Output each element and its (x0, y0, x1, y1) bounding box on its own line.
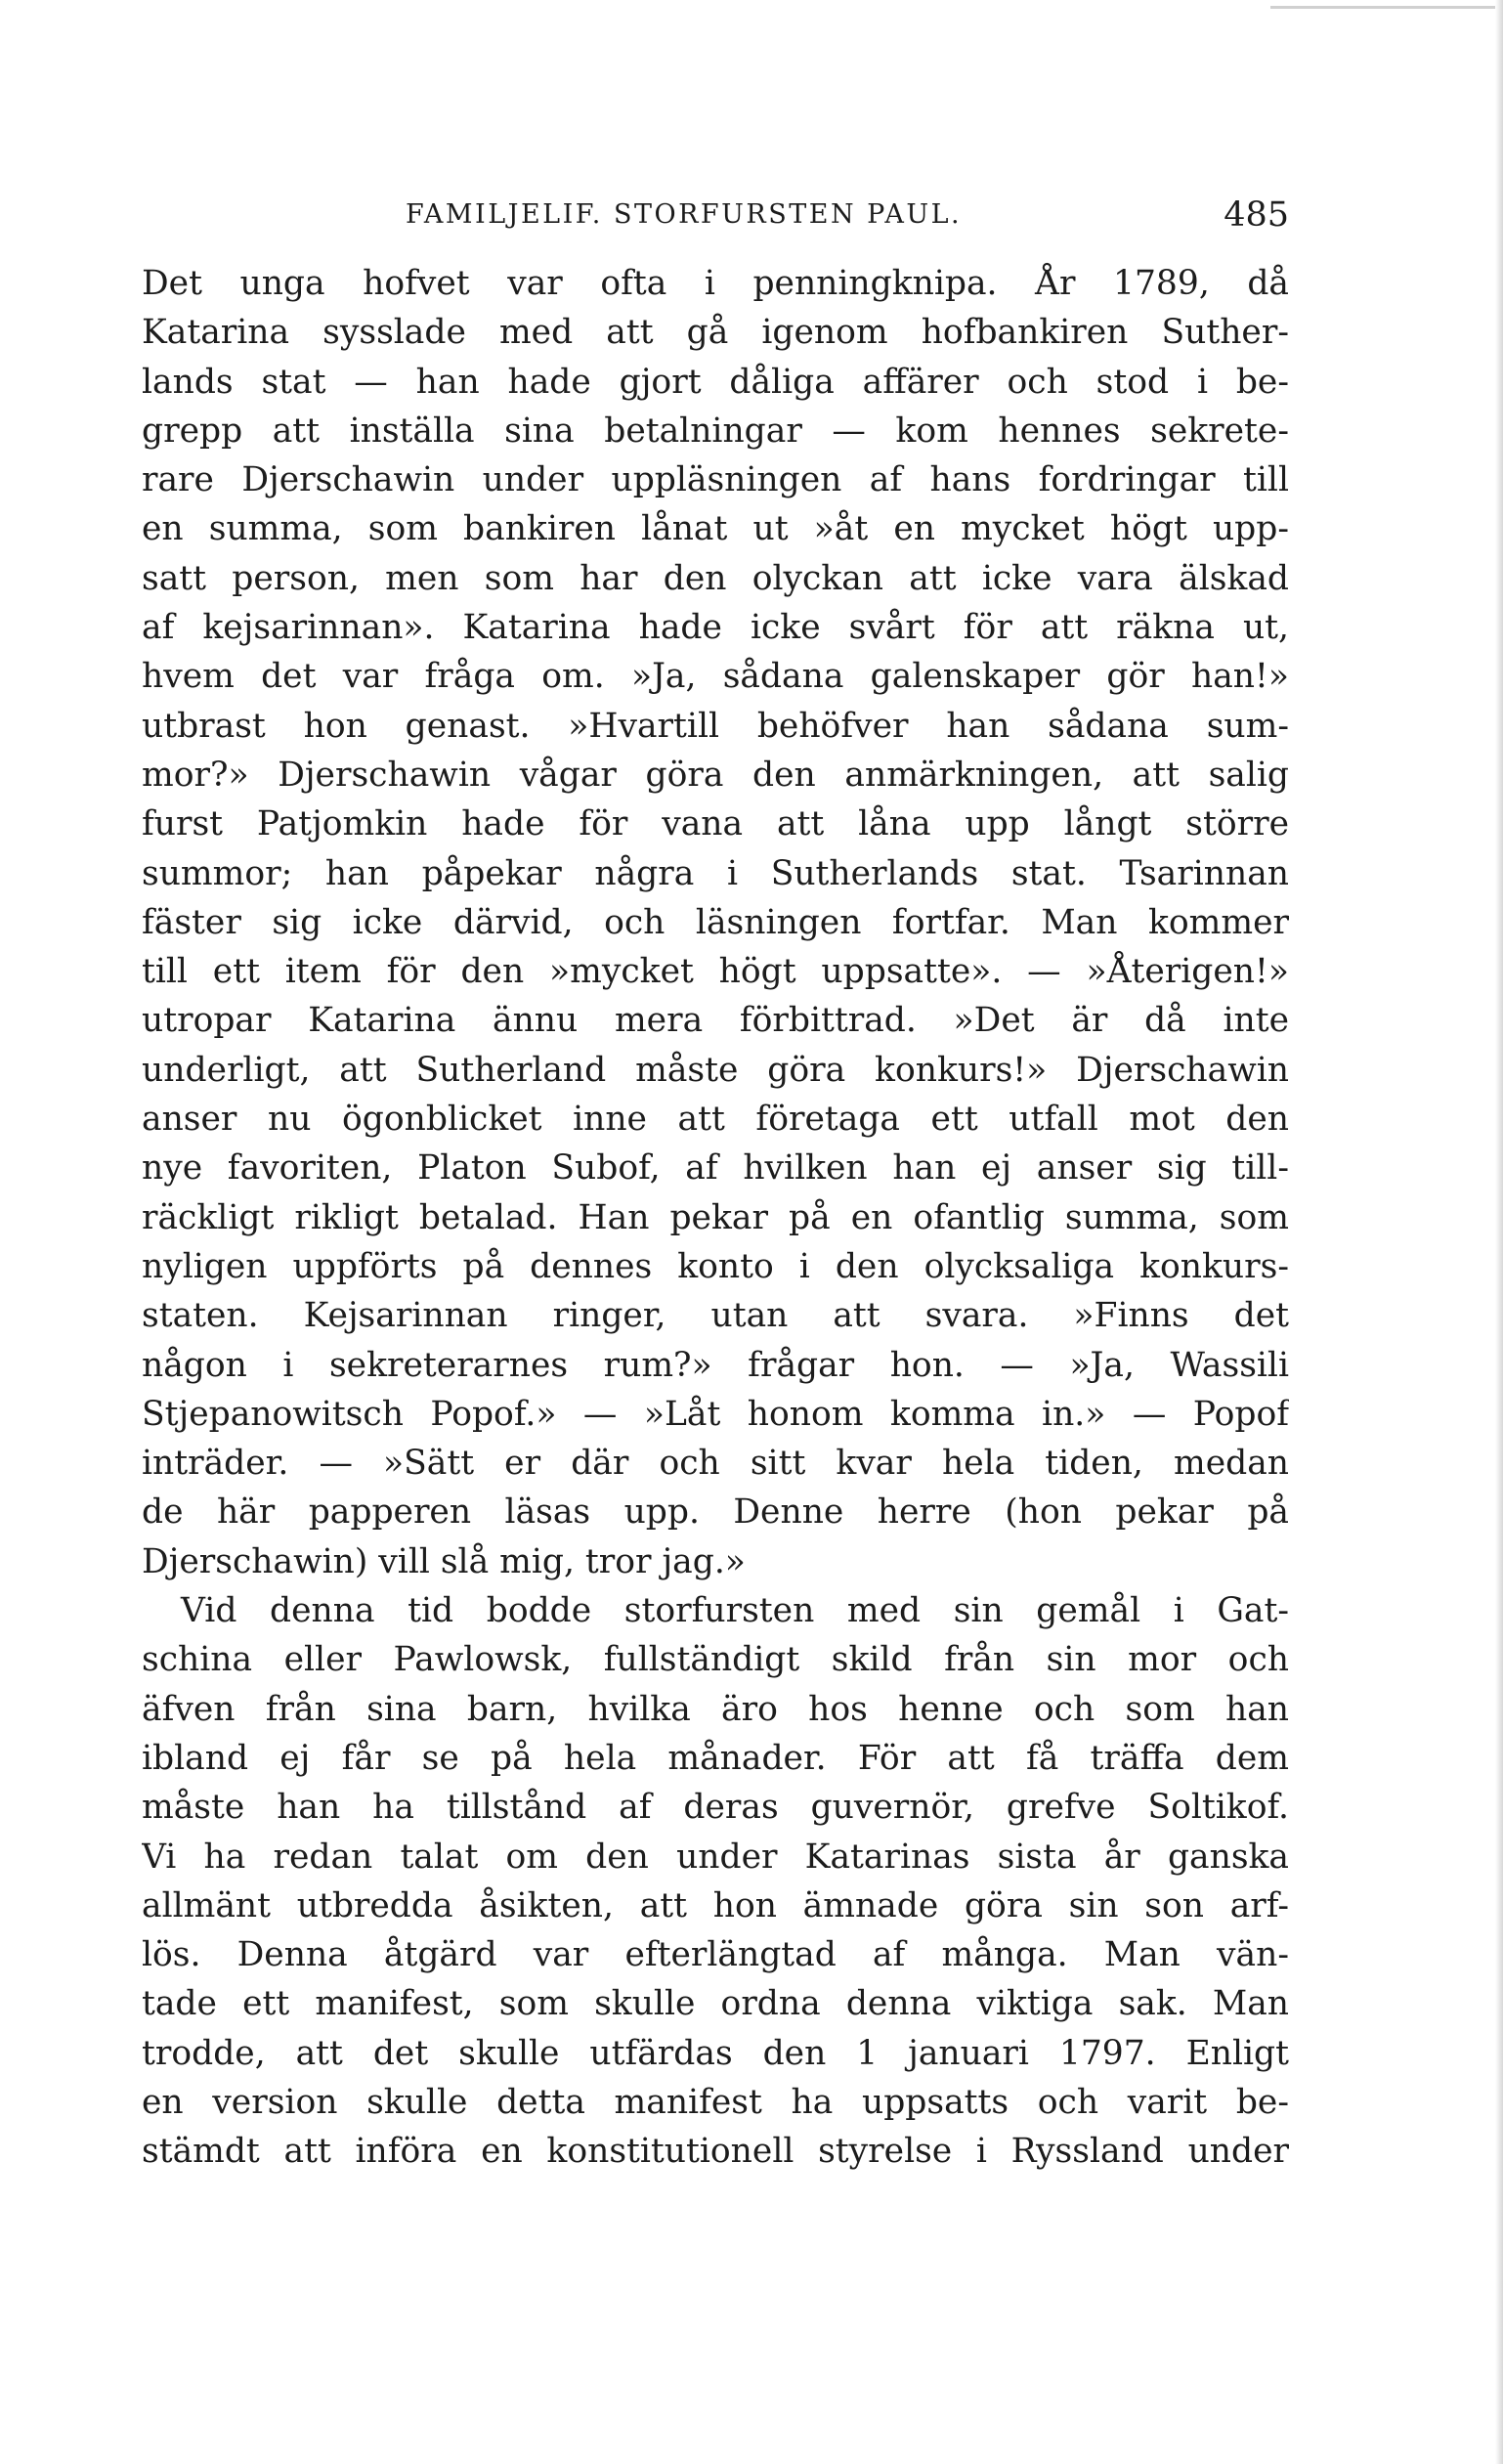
text-line: räckligt rikligt betalad. Han pekar på en ofantlig summa, som (142, 1197, 1289, 1237)
page-top-edge (1270, 6, 1503, 9)
text-line: anser nu ögonblicket inne att företaga ett utfall mot den (142, 1100, 1289, 1140)
text-line: trodde, att det skulle utfärdas den 1 januari 1797. Enligt (142, 2033, 1289, 2073)
text-line: allmänt utbredda åsikten, att hon ämnade göra sin son arf- (142, 1885, 1289, 1925)
text-line: grepp att inställa sina betalningar — kom hennes sekrete- (142, 411, 1289, 451)
text-line: Djerschawin) vill slå mig, tror jag.» (142, 1541, 746, 1581)
text-line: någon i sekreterarnes rum?» frågar hon. — »Ja, Wassili (142, 1345, 1289, 1385)
text-line: nye favoriten, Platon Subof, af hvilken han ej anser sig till- (142, 1148, 1289, 1189)
text-line: staten. Kejsarinnan ringer, utan att svara. »Finns det (142, 1296, 1289, 1336)
running-title: FAMILJELIF. STORFURSTEN PAUL. (406, 199, 963, 230)
text-line: furst Patjomkin hade för vana att låna upp långt större (142, 804, 1289, 844)
text-line: till ett item för den »mycket högt uppsatte». — »Återigen!» (142, 952, 1289, 992)
text-line: utropar Katarina ännu mera förbittrad. »Det är då inte (142, 1001, 1289, 1041)
text-line: Vi ha redan talat om den under Katarinas sista år ganska (142, 1837, 1289, 1877)
text-line: Vid denna tid bodde storfursten med sin gemål i Gat- (181, 1591, 1289, 1631)
running-header (406, 192, 1289, 238)
page-right-edge (1495, 0, 1503, 2464)
text-line: utbrast hon genast. »Hvartill behöfver han sådana sum- (142, 706, 1289, 746)
text-line: hvem det var fråga om. »Ja, sådana galenskaper gör han!» (142, 657, 1289, 697)
text-line: stämdt att införa en konstitutionell styrelse i Ryssland under (142, 2132, 1289, 2172)
text-line: inträder. — »Sätt er där och sitt kvar hela tiden, medan (142, 1444, 1289, 1484)
text-line: lös. Denna åtgärd var efterlängtad af många. Man vän- (142, 1935, 1289, 1975)
text-line: af kejsarinnan». Katarina hade icke svårt för att räkna ut, (142, 608, 1289, 648)
text-line: Katarina sysslade med att gå igenom hofbankiren Suther- (142, 313, 1289, 353)
text-line: tade ett manifest, som skulle ordna denna viktiga sak. Man (142, 1984, 1289, 2024)
page-number: 485 (1224, 195, 1289, 235)
text-line: mor?» Djerschawin vågar göra den anmärkningen, att salig (142, 755, 1289, 795)
text-line: schina eller Pawlowsk, fullständigt skild från sin mor och (142, 1640, 1289, 1680)
text-line: nyligen uppförts på dennes konto i den olycksaliga konkurs- (142, 1246, 1289, 1286)
text-line: underligt, att Sutherland måste göra konkurs!» Djerschawin (142, 1050, 1289, 1090)
text-line: rare Djerschawin under uppläsningen af hans fordringar till (142, 460, 1289, 500)
text-line: ibland ej får se på hela månader. För att få träffa dem (142, 1738, 1289, 1778)
text-line: måste han ha tillstånd af deras guvernör, grefve Soltikof. (142, 1788, 1289, 1828)
text-line: fäster sig icke därvid, och läsningen fortfar. Man kommer (142, 902, 1289, 942)
text-line: de här papperen läsas upp. Denne herre (hon pekar på (142, 1492, 1289, 1533)
text-line: Stjepanowitsch Popof.» — »Låt honom komma in.» — Popof (142, 1394, 1289, 1434)
body-text (142, 259, 1289, 2177)
text-line: äfven från sina barn, hvilka äro hos henne och som han (142, 1689, 1289, 1729)
text-line: Det unga hofvet var ofta i penningknipa. År 1789, då (142, 264, 1289, 303)
text-line: satt person, men som har den olyckan att icke vara älskad (142, 558, 1289, 598)
text-line: summor; han påpekar några i Sutherlands stat. Tsarinnan (142, 853, 1289, 893)
text-line: en summa, som bankiren lånat ut »åt en mycket högt upp- (142, 509, 1289, 549)
text-line: en version skulle detta manifest ha uppsatts och varit be- (142, 2082, 1289, 2122)
text-line: lands stat — han hade gjort dåliga affärer och stod i be- (142, 362, 1289, 402)
